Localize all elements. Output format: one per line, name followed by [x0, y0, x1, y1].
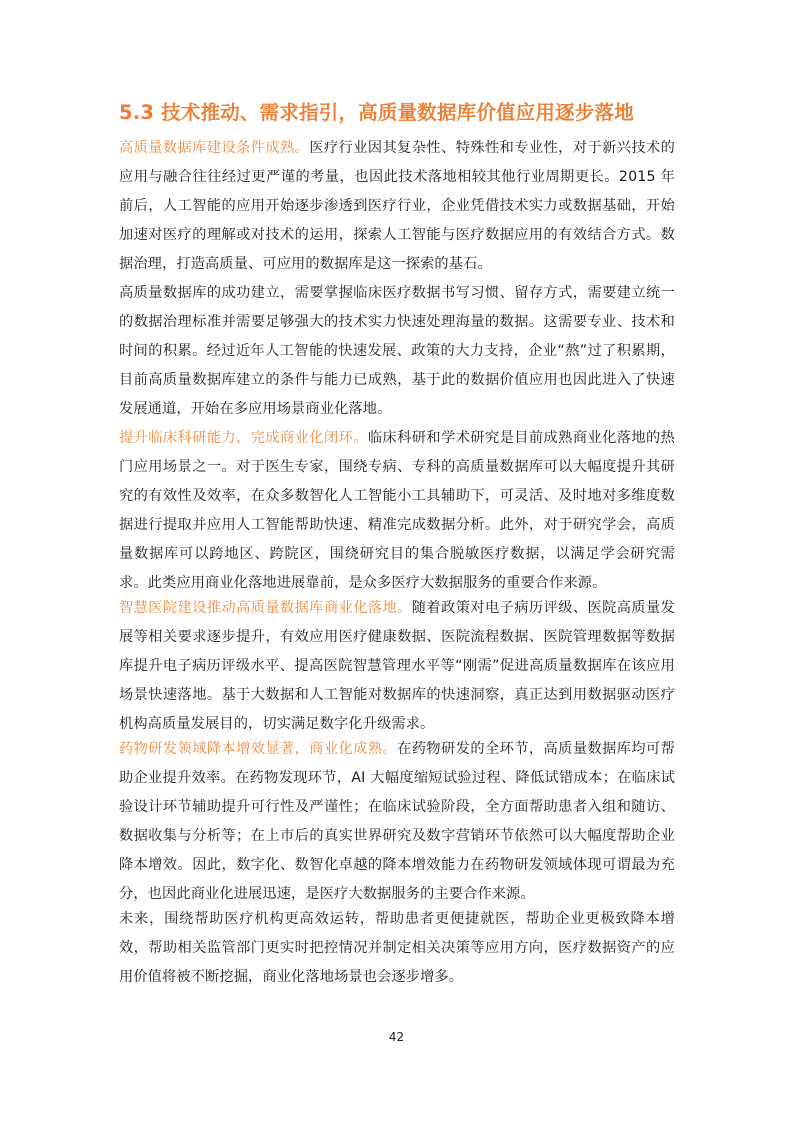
paragraph-lead: 高质量数据库建设条件成熟。	[119, 140, 310, 156]
paragraph-body: 随着政策对电子病历评级、医院高质量发展等相关要求逐步提升，有效应用医疗健康数据、医院流程数据、医院管理数据等数据库提升电子病历评级水平、提高医院智慧管理水平等“刚需”促进高质量数据库在该应用场景快速落地。基于大数据和人工智能对数据库的快速洞察，真正达到用数据驱动医疗机构高质量发展目的，切实满足数字化升级需求。	[119, 600, 675, 732]
paragraph-body: 医疗行业因其复杂性、特殊性和专业性，对于新兴技术的应用与融合往往经过更严谨的考量，也因此技术落地相较其他行业周期更长。2015 年前后，人工智能的应用开始逐步渗透到医疗行业，企业凭借技术实力或数据基础，开始加速对医疗的理解或对技术的运用，探索人工智能与医疗数据应用的有效结合方式。数据治理，打造高质量、可应用的数据库是这一探索的基石。	[119, 140, 675, 272]
paragraph-lead: 药物研发领域降本增效显著，商业化成熟。	[119, 741, 398, 757]
paragraph-body: 高质量数据库的成功建立，需要掌握临床医疗数据书写习惯、留存方式，需要建立统一的数据治理标准并需要足够强大的技术实力快速处理海量的数据。这需要专业、技术和时间的积累。经过近年人工智能的快速发展、政策的大力支持，企业“熬”过了积累期，目前高质量数据库建立的条件与能力已成熟，基于此的数据价值应用也因此进入了快速发展通道，开始在多应用场景商业化落地。	[119, 285, 675, 417]
paragraph-lead: 智慧医院建设推动高质量数据库商业化落地。	[119, 600, 412, 616]
paragraph-clinical-research	[119, 424, 675, 598]
section-title: 5.3 技术推动、需求指引，高质量数据库价值应用逐步落地	[119, 101, 634, 124]
paragraph-database-establishment	[119, 279, 675, 424]
paragraph-body: 在药物研发的全环节，高质量数据库均可帮助企业提升效率。在药物发现环节，AI 大幅度缩短试验过程、降低试错成本；在临床试验设计环节辅助提升可行性及严谨性；在临床试验阶段，全方面帮助患者入组和随访、数据收集与分析等；在上市后的真实世界研究及数字营销环节依然可以大幅度帮助企业降本增效。因此，数字化、数智化卓越的降本增效能力在药物研发领域体现可谓最为充分，也因此商业化进展迅速，是医疗大数据服务的主要合作来源。	[119, 741, 675, 902]
paragraph-future-outlook	[119, 905, 675, 992]
paragraph-drug-development	[119, 735, 675, 909]
paragraph-body: 临床科研和学术研究是目前成熟商业化落地的热门应用场景之一。对于医生专家，围绕专病、专科的高质量数据库可以大幅度提升其研究的有效性及效率，在众多数智化人工智能小工具辅助下，可灵活、及时地对多维度数据进行提取并应用人工智能帮助快速、精准完成数据分析。此外，对于研究学会，高质量数据库可以跨地区、跨院区，围绕研究目的集合脱敏医疗数据，以满足学会研究需求。此类应用商业化落地进展靠前，是众多医疗大数据服务的重要合作来源。	[119, 430, 675, 591]
page-number: 42	[388, 1030, 405, 1044]
paragraph-lead: 提升临床科研能力，完成商业化闭环。	[119, 430, 368, 446]
paragraph-database-conditions	[119, 134, 675, 279]
paragraph-smart-hospital	[119, 594, 675, 739]
paragraph-body: 未来，围绕帮助医疗机构更高效运转，帮助患者更便捷就医，帮助企业更极致降本增效，帮助相关监管部门更实时把控情况并制定相关决策等应用方向，医疗数据资产的应用价值将被不断挖掘，商业化落地场景也会逐步增多。	[119, 911, 675, 985]
